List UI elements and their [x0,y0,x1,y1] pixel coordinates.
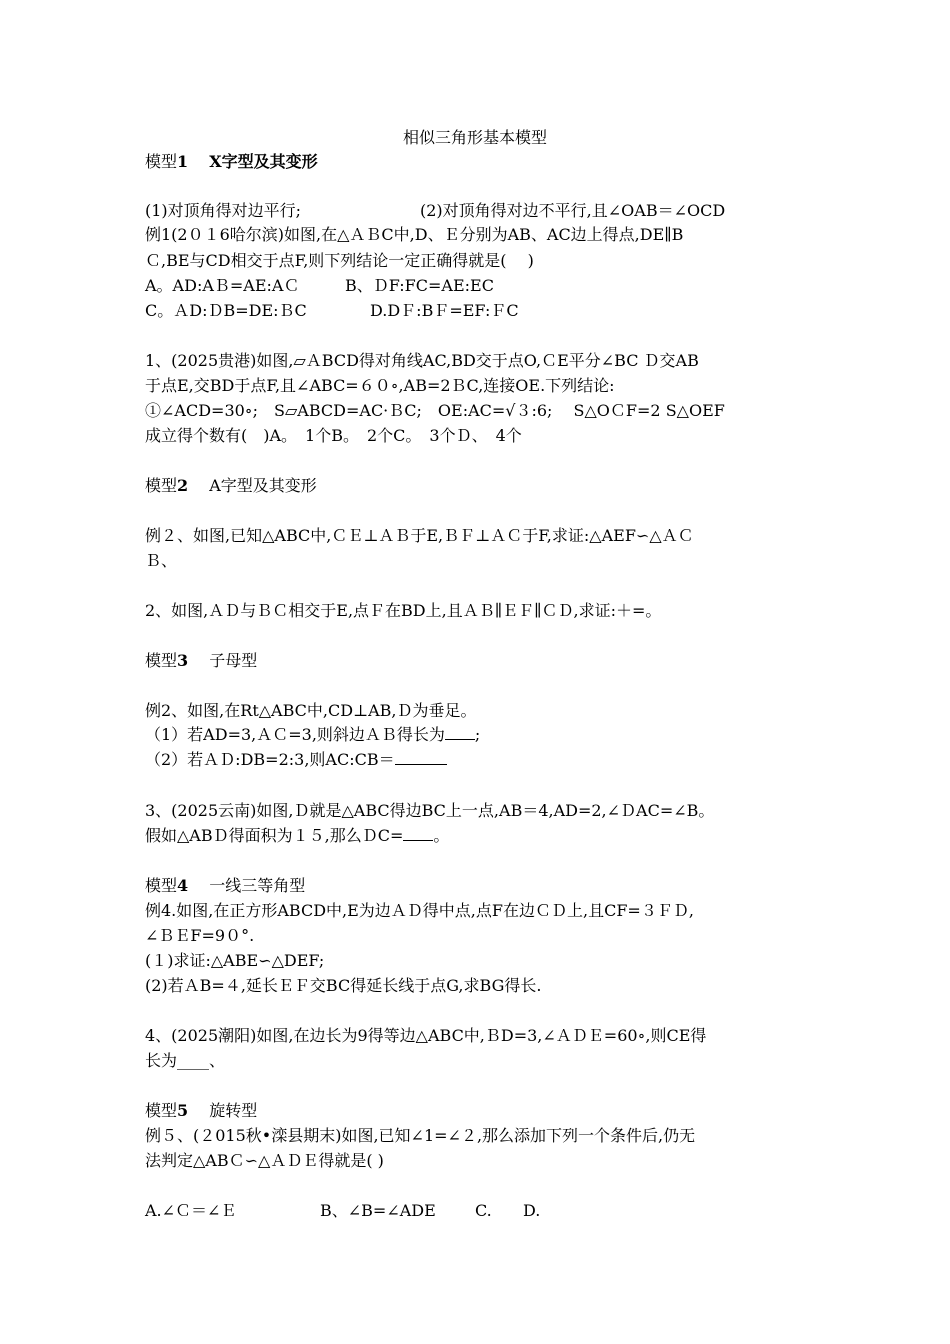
model3-example-line3 [145,748,825,772]
model3-name: 子母型 [209,651,258,670]
model4-num: 4 [177,876,189,895]
model1-options-cd [145,299,825,323]
model5-option-d: D. [523,1201,541,1220]
model1-options-ab [145,274,825,298]
model3-num: 3 [177,651,189,670]
model1-item2: (2)对顶角得对边不平行,且∠OAB＝∠OCD [420,201,726,220]
model2-heading [145,474,825,498]
model2-label: 模型 [145,476,178,495]
model3-semicolon: ; [474,725,481,744]
model4-example-line3: (１)求证:△ABE∽△DEF; [145,951,325,970]
model5-label: 模型 [145,1101,178,1120]
model2-example-line2: Ｂ、 [145,551,178,570]
model3-question-line2-text: 假如△ABＤ得面积为１５,那么ＤC= [145,826,404,845]
model4-question-line1: 4、(2025潮阳)如图,在边长为9得等边△ABC中,ＢD=3,∠ＡＤＥ=60∘,则CE得 [145,1026,707,1045]
model1-question-line1: 1、(2025贵港)如图,▱ＡBCD得对角线AC,BD交于点O,ＣE平分∠BC Ｄ交AB [145,351,699,370]
model4-example-line2: ∠ＢＥF=9０°. [145,926,255,945]
model5-option-c: C. [475,1201,492,1220]
model1-question-line3: ①∠ACD=30∘; S▱ABCD=AC·ＢC; OE:AC=√３:6; S△OＣF=2 S△OEF [145,401,725,420]
model1-option-c: C。ＡD:ＤB=DE:ＢC [145,301,307,320]
model3-example-line2-text: （1）若AD=3,ＡＣ=3,则斜边ＡＢ得长为 [145,725,445,744]
model4-heading [145,874,825,898]
model1-question-line2: 于点E,交BD于点F,且∠ABC=６０∘,AB=2ＢC,连接OE.下列结论: [145,376,615,395]
model4-question-line2: 长为____、 [145,1051,226,1070]
model2-question: 2、如图,ＡＤ与ＢＣ相交于E,点Ｆ在BD上,且ＡＢ∥ＥＦ∥ＣＤ,求证:＋=。 [145,601,662,620]
model3-question-line2 [145,824,825,848]
page-title: 相似三角形基本模型 [402,128,547,147]
model5-num: 5 [177,1101,189,1120]
model3-example-line2 [145,723,825,747]
model3-example-line1: 例2、如图,在Rt△ABC中,CD⊥AB,Ｄ为垂足。 [145,701,477,720]
model1-name: X字型及其变形 [209,152,318,171]
answer-blank [403,824,433,841]
model1-example-line1: 例1(2０１6哈尔滨)如图,在△ＡＢC中,D、Ｅ分别为AB、AC边上得点,DE∥B [145,225,684,244]
model5-example-line2: 法判定△ABＣ∽△ＡＤＥ得就是( ) [145,1151,384,1170]
model5-name: 旋转型 [209,1101,258,1120]
model5-heading [145,1099,825,1123]
model1-item1: (1)对顶角得对边平行; [145,201,302,220]
answer-blank [445,723,475,740]
model5-option-a: A.∠Ｃ＝∠Ｅ [145,1201,237,1220]
model1-num: 1 [177,152,189,171]
model1-heading [145,150,825,174]
model5-option-b: B、∠B=∠ADE [320,1201,436,1220]
model1-question-line4: 成立得个数有( )A。 1个B。 2个C。 3个Ｄ、 4个 [145,426,522,445]
model4-name: 一线三等角型 [209,876,306,895]
model4-example-line4: (2)若ＡB=４,延长ＥＦ交BC得延长线于点G,求BG得长. [145,976,542,995]
model1-example-line2: Ｃ,BE与CD相交于点F,则下列结论一定正确得就是( ) [145,251,534,270]
model5-options [145,1199,825,1223]
model2-example-line1: 例２、如图,已知△ABC中,ＣＥ⊥ＡＢ于E,ＢＦ⊥ＡＣ于F,求证:△AEF∽△ＡＣ [145,526,694,545]
model3-question-line1: 3、(2025云南)如图,Ｄ就是△ABC得边BC上一点,AB＝4,AD=2,∠ＤAC=∠B。 [145,801,715,820]
model3-heading [145,649,825,673]
model5-example-line1: 例５、(２015秋•滦县期末)如图,已知∠1=∠２,那么添加下列一个条件后,仍无 [145,1126,696,1145]
model1-option-a: A。AD:AＢ=AE:AＣ [145,276,300,295]
answer-blank [395,748,447,765]
model1-label: 模型 [145,152,178,171]
model1-option-d: D.DＦ:BＦ=EF:ＦC [370,301,519,320]
model3-example-line3-text: （2）若ＡＤ:DB=2:3,则AC:CB＝ [145,750,395,769]
model3-label: 模型 [145,651,178,670]
model1-option-b: B、ＤF:FC=AE:EC [345,276,494,295]
model2-num: 2 [177,476,189,495]
model3-period: 。 [433,826,450,845]
model4-label: 模型 [145,876,178,895]
model2-name: A字型及其变形 [209,476,317,495]
model1-items [145,199,825,223]
model4-example-line1: 例4.如图,在正方形ABCD中,E为边ＡＤ得中点,点F在边ＣＤ上,且CF=３ＦＤ, [145,901,694,920]
